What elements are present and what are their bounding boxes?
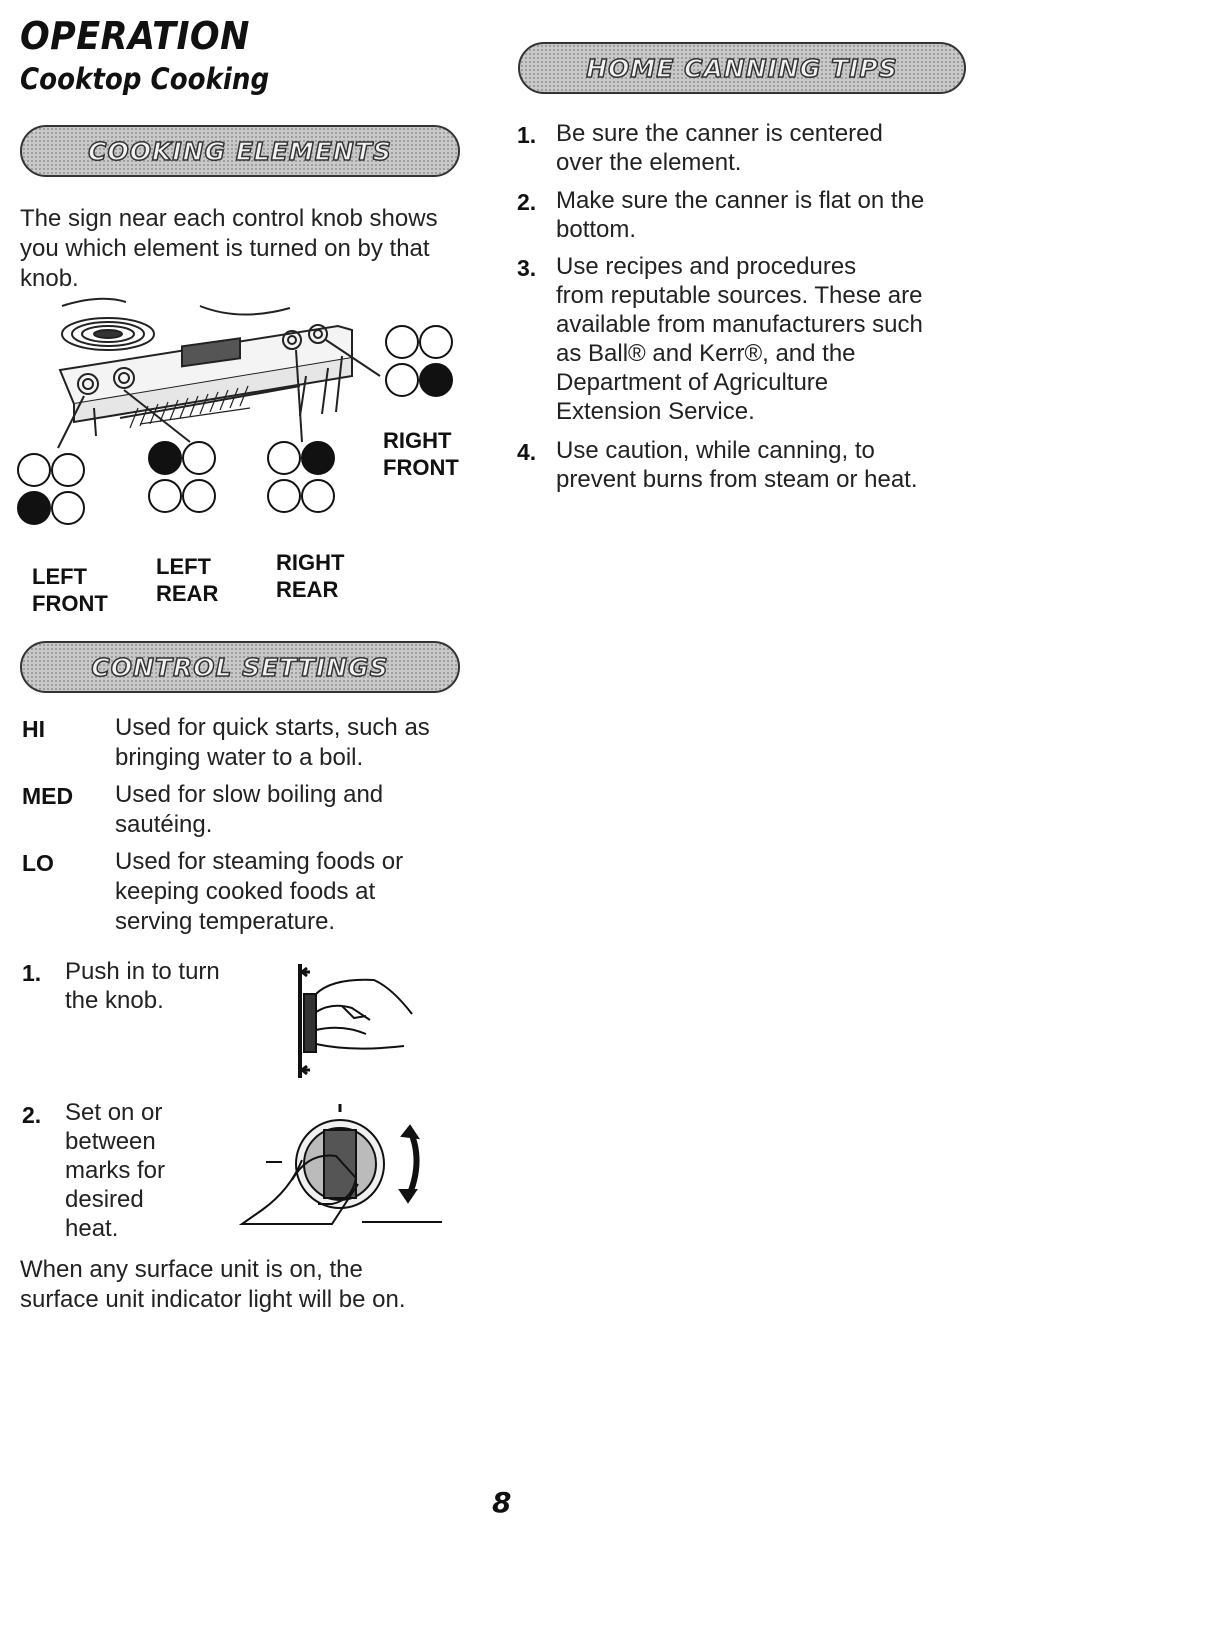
- label-right-front: RIGHT FRONT: [383, 428, 459, 480]
- page-subtitle: Cooktop Cooking: [20, 62, 270, 96]
- setting-term-hi: HI: [22, 716, 45, 742]
- section-title: OPERATION: [20, 14, 250, 58]
- tip-number: 2.: [517, 189, 537, 215]
- tip-number: 1.: [517, 122, 537, 148]
- cooking-elements-banner: [20, 125, 460, 177]
- setting-desc-lo: Used for steaming foods or keeping cooked foods at serving temperature.: [115, 848, 404, 935]
- setting-term-med: MED: [22, 783, 74, 809]
- step-number: 1.: [22, 960, 42, 986]
- step-number: 2.: [22, 1102, 42, 1128]
- right-rear-sign-icon: [268, 442, 334, 512]
- label-left-front: LEFT FRONT: [32, 564, 108, 616]
- turn-knob-hand-icon: [232, 1100, 442, 1240]
- push-knob-hand-icon: [282, 958, 442, 1084]
- label-right-rear: RIGHT REAR: [276, 550, 345, 602]
- step-text: Set on or between marks for desired heat.: [65, 1099, 166, 1242]
- setting-desc-hi: Used for quick starts, such as bringing water to a boil.: [115, 714, 430, 771]
- home-canning-banner-text: HOME CANNING TIPS: [586, 53, 898, 83]
- right-front-sign-icon: [386, 326, 452, 396]
- control-settings-banner: [20, 641, 460, 693]
- left-front-sign-icon: [18, 454, 84, 524]
- home-canning-banner: [518, 42, 966, 94]
- label-left-rear: LEFT REAR: [156, 554, 219, 606]
- setting-desc-med: Used for slow boiling and sautéing.: [115, 781, 384, 838]
- page-number: 8: [492, 1486, 512, 1519]
- indicator-light-note: When any surface unit is on, the surface unit indicator light will be on.: [20, 1256, 406, 1313]
- cooking-elements-banner-text: COOKING ELEMENTS: [88, 136, 392, 166]
- tip-text: Be sure the canner is centered over the element.: [556, 120, 883, 176]
- cooking-elements-intro: The sign near each control knob shows you which element is turned on by that knob.: [20, 205, 438, 292]
- setting-term-lo: LO: [22, 850, 54, 876]
- tip-text: Use recipes and procedures from reputable sources. These are available from manufacturers such as Ball® and Kerr®, and the Department of Agriculture Extension Service.: [556, 253, 923, 425]
- tip-number: 4.: [517, 439, 537, 465]
- step-text: Push in to turn the knob.: [65, 958, 220, 1014]
- tip-number: 3.: [517, 255, 537, 281]
- tip-text: Make sure the canner is flat on the bottom.: [556, 187, 925, 243]
- tip-text: Use caution, while canning, to prevent burns from steam or heat.: [556, 437, 918, 493]
- left-rear-sign-icon: [149, 442, 215, 512]
- control-settings-banner-text: CONTROL SETTINGS: [91, 652, 389, 682]
